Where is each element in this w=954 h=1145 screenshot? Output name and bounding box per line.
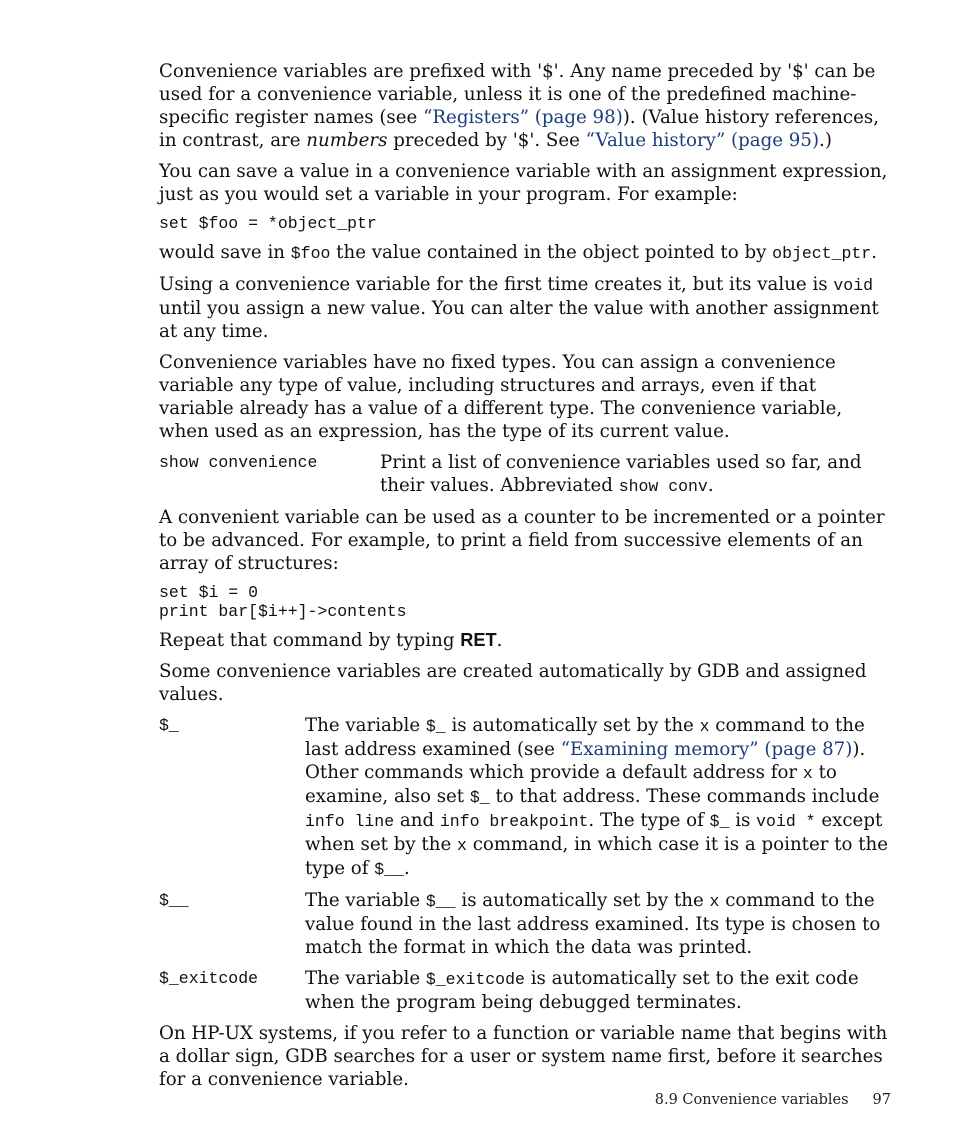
term-show-convenience: show convenience — [159, 453, 318, 472]
definition-exitcode — [159, 967, 892, 1014]
definition-show-convenience — [159, 451, 892, 498]
value-history-link[interactable]: “Value history” (page 95) — [585, 130, 820, 151]
term-exitcode: $_exitcode — [159, 969, 259, 988]
desc-dollar-underscore: The variable $_ is automatically set by the x command to the last address examined (see “Examining memory” (page 87)). Other commands which provide a default address for x to examine, also set $_ to that address. These commands include info line and info breakpoint. The type of $_ is void * except when set by the x command, in which case it is a pointer to the type of $__. — [305, 715, 889, 879]
code-example-counter: set $i = 0 print bar[$i++]->contents — [159, 583, 407, 621]
definition-dollar-double-underscore — [159, 889, 892, 959]
paragraph-save-foo: would save in $foo the value contained in the object pointed to by object_ptr. — [159, 242, 877, 263]
paragraph-first-time: Using a convenience variable for the first time creates it, but its value is void until you assign a new value. You can alter the value with another assignment at any time. — [159, 274, 879, 342]
paragraph-no-fixed-types: Convenience variables have no fixed types. You can assign a convenience variable any type of value, including structures and arrays, even if that variable already has a value of a different type. The convenience variable, when used as an expression, has the type of its current value. — [159, 352, 843, 442]
paragraph-counter: A convenient variable can be used as a counter to be incremented or a pointer to be advanced. For example, to print a field from successive elements of an array of structures: — [159, 507, 885, 574]
ret-key: RET — [460, 630, 497, 650]
term-dollar-underscore: $_ — [159, 716, 179, 735]
footer-section: 8.9 Convenience variables — [654, 1092, 849, 1108]
paragraph-save-value: You can save a value in a convenience variable with an assignment expression, just as you would set a variable in your program. For example: — [159, 161, 888, 205]
paragraph-prefix: Convenience variables are prefixed with '$'. Any name preceded by '$' can be used for a convenience variable, unless it is one of the predefined machine-specific register names (see “Registers” (page 98)). (Value history references, in contrast, are numbers preceded by '$'. See “Value history” (page 95).) — [159, 61, 879, 151]
desc-dollar-double-underscore: The variable $__ is automatically set by the x command to the value found in the last address examined. Its type is chosen to match the format in which the data was printed. — [305, 890, 881, 958]
registers-link[interactable]: “Registers” (page 98) — [423, 107, 623, 128]
desc-show-convenience: Print a list of convenience variables used so far, and their values. Abbreviated show conv. — [380, 452, 862, 496]
examining-memory-link[interactable]: “Examining memory” (page 87) — [560, 739, 853, 760]
paragraph-repeat: Repeat that command by typing RET. — [159, 630, 503, 651]
page-footer — [655, 1092, 891, 1108]
definition-dollar-underscore — [159, 714, 892, 881]
page-body — [159, 60, 892, 1099]
paragraph-auto-vars: Some convenience variables are created automatically by GDB and assigned values. — [159, 661, 867, 705]
paragraph-hpux: On HP-UX systems, if you refer to a function or variable name that begins with a dollar sign, GDB searches for a user or system name first, before it searches for a convenience variable. — [159, 1023, 888, 1090]
desc-exitcode: The variable $_exitcode is automatically set to the exit code when the program being debugged terminates. — [305, 968, 859, 1013]
page-number: 97 — [872, 1092, 891, 1108]
term-dollar-double-underscore: $__ — [159, 891, 189, 910]
code-example-foo: set $foo = *object_ptr — [159, 214, 377, 233]
